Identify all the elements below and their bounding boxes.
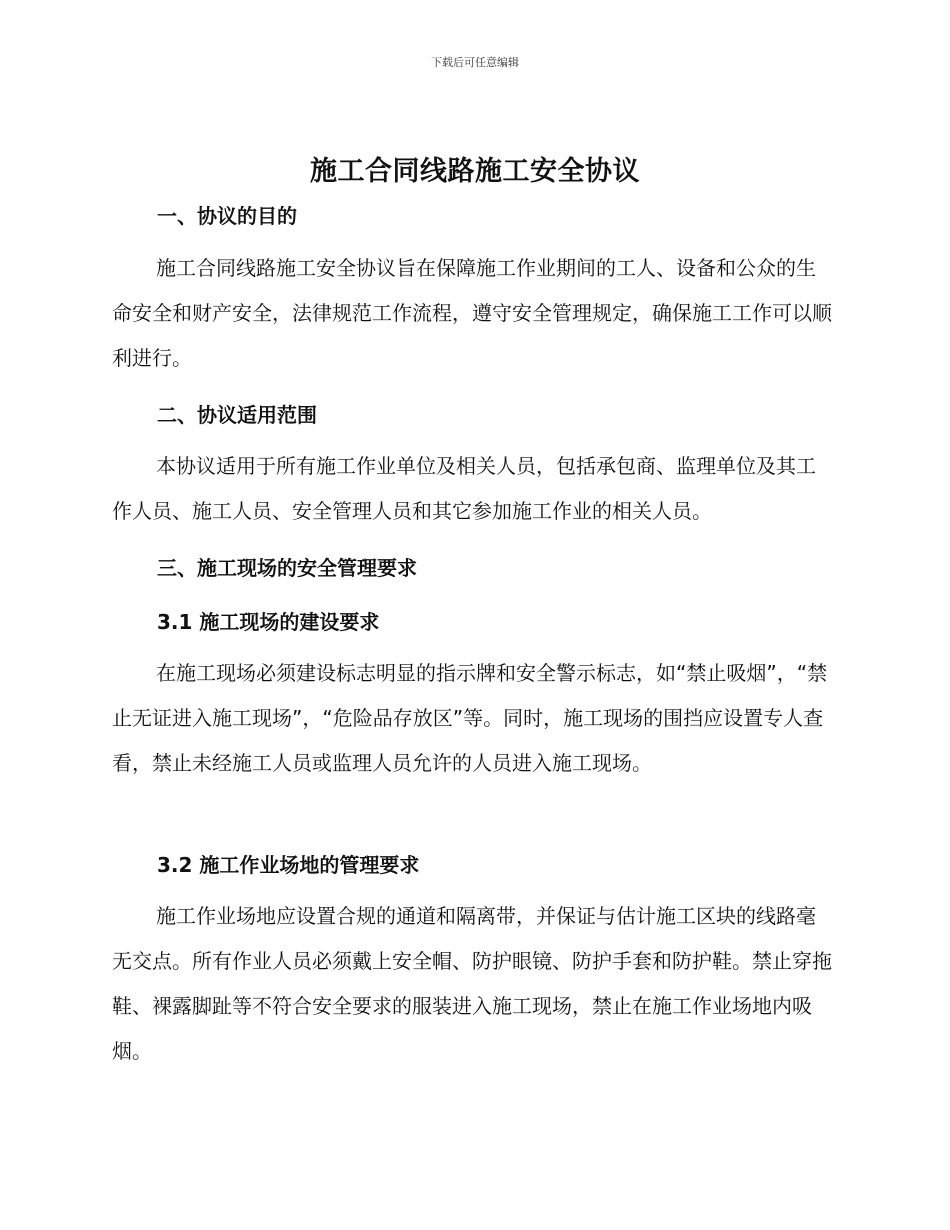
header-note: 下载后可任意编辑 (431, 56, 519, 69)
document-title: 施工合同线路施工安全协议 (310, 156, 640, 187)
section-2-heading: 二、协议适用范围 (157, 403, 317, 427)
section-3-2-heading: 3.2 施工作业场地的管理要求 (157, 853, 420, 877)
section-3-1-body: 在施工现场必须建设标志明显的指示牌和安全警示标志，如“禁止吸烟”，“禁止无证进入施工现场”，“危险品存放区”等。同时，施工现场的围挡应设置专人查看，禁止未经施工人员或监理人员允许的人员进入施工现场。 (112, 661, 828, 775)
section-1-body: 施工合同线路施工安全协议旨在保障施工作业期间的工人、设备和公众的生命安全和财产安全，法律规范工作流程，遵守安全管理规定，确保施工工作可以顺利进行。 (112, 256, 832, 370)
section-2-body: 本协议适用于所有施工作业单位及相关人员，包括承包商、监理单位及其工作人员、施工人员、安全管理人员和其它参加施工作业的相关人员。 (112, 454, 816, 523)
section-3-1-heading: 3.1 施工现场的建设要求 (157, 610, 380, 634)
section-3-2-body: 施工作业场地应设置合规的通道和隔离带，并保证与估计施工区块的线路毫无交点。所有作业人员必须戴上安全帽、防护眼镜、防护手套和防护鞋。禁止穿拖鞋、裸露脚趾等不符合安全要求的服装进入施工现场，禁止在施工作业场地内吸烟。 (112, 904, 832, 1063)
section-1-heading: 一、协议的目的 (157, 204, 297, 228)
section-3-heading: 三、施工现场的安全管理要求 (157, 556, 417, 580)
